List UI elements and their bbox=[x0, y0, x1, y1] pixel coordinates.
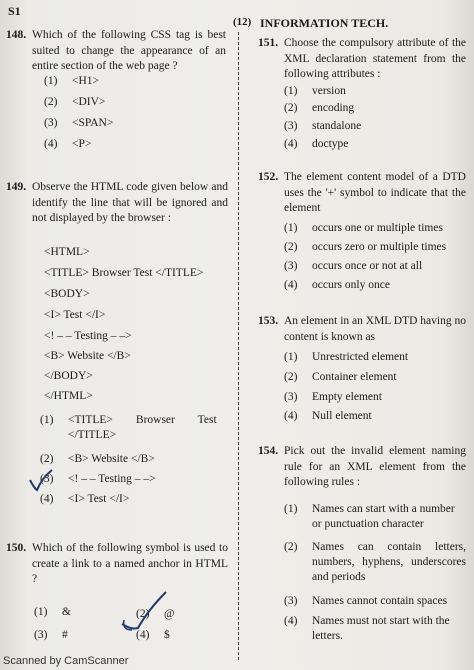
option-number: (3) bbox=[284, 120, 298, 132]
option-154-4[interactable] bbox=[284, 614, 466, 644]
option-number: (3) bbox=[284, 391, 298, 403]
option-number: (2) bbox=[284, 241, 298, 253]
code-line: <BODY> bbox=[44, 288, 90, 300]
option-number: (2) bbox=[136, 608, 150, 620]
code-line: <HTML> bbox=[44, 246, 90, 258]
question-150 bbox=[6, 541, 228, 588]
option-number: (4) bbox=[40, 493, 54, 505]
option-text: @ bbox=[164, 608, 175, 620]
option-number: (1) bbox=[34, 606, 48, 618]
option-number: (3) bbox=[34, 629, 48, 641]
option-number: (4) bbox=[284, 615, 298, 627]
option-number: (2) bbox=[40, 453, 54, 465]
option-text: <DIV> bbox=[72, 96, 106, 108]
option-152-1[interactable] bbox=[284, 221, 443, 236]
option-text: version bbox=[312, 85, 346, 97]
option-number: (1) bbox=[284, 503, 298, 515]
option-text: <H1> bbox=[72, 75, 100, 87]
question-number: 148. bbox=[6, 29, 27, 41]
question-153 bbox=[258, 314, 466, 345]
question-151 bbox=[258, 36, 466, 83]
option-text: <I> Test </I> bbox=[68, 493, 130, 505]
option-154-1[interactable] bbox=[284, 502, 466, 532]
option-150-1[interactable] bbox=[34, 605, 71, 620]
option-text: <P> bbox=[72, 138, 92, 150]
question-number: 149. bbox=[6, 181, 27, 193]
subject-heading: INFORMATION TECH. bbox=[260, 16, 389, 30]
code-line: <I> Test </I> bbox=[44, 309, 106, 321]
question-number: 150. bbox=[6, 542, 27, 554]
option-number: (3) bbox=[40, 473, 54, 485]
option-number: (4) bbox=[44, 138, 58, 150]
option-148-4[interactable] bbox=[44, 137, 91, 152]
question-stem: An element in an XML DTD having no content is known as bbox=[284, 315, 466, 343]
option-text: & bbox=[62, 606, 71, 618]
option-number: (2) bbox=[284, 541, 298, 553]
option-number: (4) bbox=[284, 138, 298, 150]
option-150-3[interactable] bbox=[34, 628, 68, 643]
option-149-4[interactable] bbox=[40, 492, 129, 507]
option-152-3[interactable] bbox=[284, 259, 422, 274]
question-stem: Choose the compulsory attribute of the XML declaration statement from the following attributes : bbox=[284, 37, 466, 80]
question-number: 154. bbox=[258, 445, 279, 457]
option-number: (2) bbox=[284, 371, 298, 383]
option-number: (1) bbox=[284, 222, 298, 234]
scanner-watermark: Scanned by CamScanner bbox=[3, 655, 129, 667]
option-text: <! – – Testing – –> bbox=[68, 473, 156, 485]
option-149-3[interactable] bbox=[40, 472, 156, 487]
option-151-1[interactable] bbox=[284, 84, 346, 99]
option-149-2[interactable] bbox=[40, 452, 155, 467]
option-151-4[interactable] bbox=[284, 137, 348, 152]
option-text: Names cannot contain spaces bbox=[312, 595, 448, 607]
page-number: (12) bbox=[233, 16, 252, 28]
option-149-1[interactable] bbox=[40, 413, 230, 443]
option-151-3[interactable] bbox=[284, 119, 361, 134]
option-153-3[interactable] bbox=[284, 390, 382, 405]
handwritten-tick-mark bbox=[28, 468, 54, 494]
option-number: (3) bbox=[284, 595, 298, 607]
question-152 bbox=[258, 170, 466, 217]
option-text: occurs once or not at all bbox=[312, 260, 423, 272]
option-text: Unrestricted element bbox=[312, 351, 409, 363]
option-152-4[interactable] bbox=[284, 278, 390, 293]
option-text: encoding bbox=[312, 102, 355, 114]
question-148 bbox=[6, 28, 226, 75]
option-number: (1) bbox=[44, 75, 58, 87]
code-line: </BODY> bbox=[44, 370, 93, 382]
option-148-3[interactable] bbox=[44, 116, 113, 131]
option-text: standalone bbox=[312, 120, 362, 132]
question-stem: Which of the following symbol is used to create a link to a named anchor in HTML ? bbox=[32, 542, 228, 585]
option-number: (1) bbox=[284, 85, 298, 97]
option-text: occurs only once bbox=[312, 279, 390, 291]
option-text-continued: </TITLE> bbox=[68, 429, 117, 441]
option-text: occurs one or multiple times bbox=[312, 222, 443, 234]
question-stem: The element content model of a DTD uses the '+' symbol to indicate that the element bbox=[284, 171, 466, 214]
option-number: (4) bbox=[284, 279, 298, 291]
code-line: <! – – Testing – –> bbox=[44, 330, 132, 342]
option-number: (4) bbox=[136, 629, 150, 641]
option-153-2[interactable] bbox=[284, 370, 397, 385]
option-text: Names must not start with the letters. bbox=[312, 615, 450, 642]
handwritten-tick-mark bbox=[118, 590, 170, 632]
page-id: S1 bbox=[8, 4, 21, 18]
option-number: (4) bbox=[284, 410, 298, 422]
question-stem: Pick out the invalid element naming rule for an XML element from the following rules : bbox=[284, 445, 466, 488]
question-number: 153. bbox=[258, 315, 279, 327]
option-text: occurs zero or multiple times bbox=[312, 241, 447, 253]
option-154-2[interactable] bbox=[284, 540, 466, 585]
option-text: # bbox=[62, 629, 68, 641]
option-number: (2) bbox=[44, 96, 58, 108]
option-text: Container element bbox=[312, 371, 397, 383]
question-stem: Observe the HTML code given below and identify the line that will be ignored and not displayed by the browser : bbox=[32, 181, 228, 224]
option-152-2[interactable] bbox=[284, 240, 446, 255]
question-149 bbox=[6, 180, 228, 227]
option-text: Empty element bbox=[312, 391, 382, 403]
option-number: (3) bbox=[284, 260, 298, 272]
question-number: 152. bbox=[258, 171, 279, 183]
option-151-2[interactable] bbox=[284, 101, 354, 116]
option-number: (2) bbox=[284, 102, 298, 114]
option-154-3[interactable] bbox=[284, 594, 466, 609]
option-text: doctype bbox=[312, 138, 349, 150]
option-text: $ bbox=[164, 629, 170, 641]
option-text: <SPAN> bbox=[72, 117, 114, 129]
code-line: </HTML> bbox=[44, 390, 93, 402]
question-stem: Which of the following CSS tag is best suited to change the appearance of an entire section of the web page ? bbox=[32, 29, 226, 72]
code-line: <B> Website </B> bbox=[44, 350, 131, 362]
code-line: <TITLE> Browser Test </TITLE> bbox=[44, 267, 204, 279]
option-number: (3) bbox=[44, 117, 58, 129]
column-divider bbox=[238, 32, 239, 660]
question-154 bbox=[258, 444, 466, 491]
option-148-1[interactable] bbox=[44, 74, 99, 89]
option-number: (1) bbox=[40, 414, 54, 426]
option-text: Names can start with a number or punctuation character bbox=[312, 503, 455, 530]
option-number: (1) bbox=[284, 351, 298, 363]
option-text: <TITLE> Browser Test bbox=[68, 414, 217, 426]
option-153-1[interactable] bbox=[284, 350, 408, 365]
question-number: 151. bbox=[258, 37, 279, 49]
option-153-4[interactable] bbox=[284, 409, 372, 424]
option-text: Null element bbox=[312, 410, 372, 422]
option-text: Names can contain letters, numbers, hyphens, underscores and periods bbox=[312, 541, 466, 583]
option-148-2[interactable] bbox=[44, 95, 105, 110]
option-text: <B> Website </B> bbox=[68, 453, 155, 465]
